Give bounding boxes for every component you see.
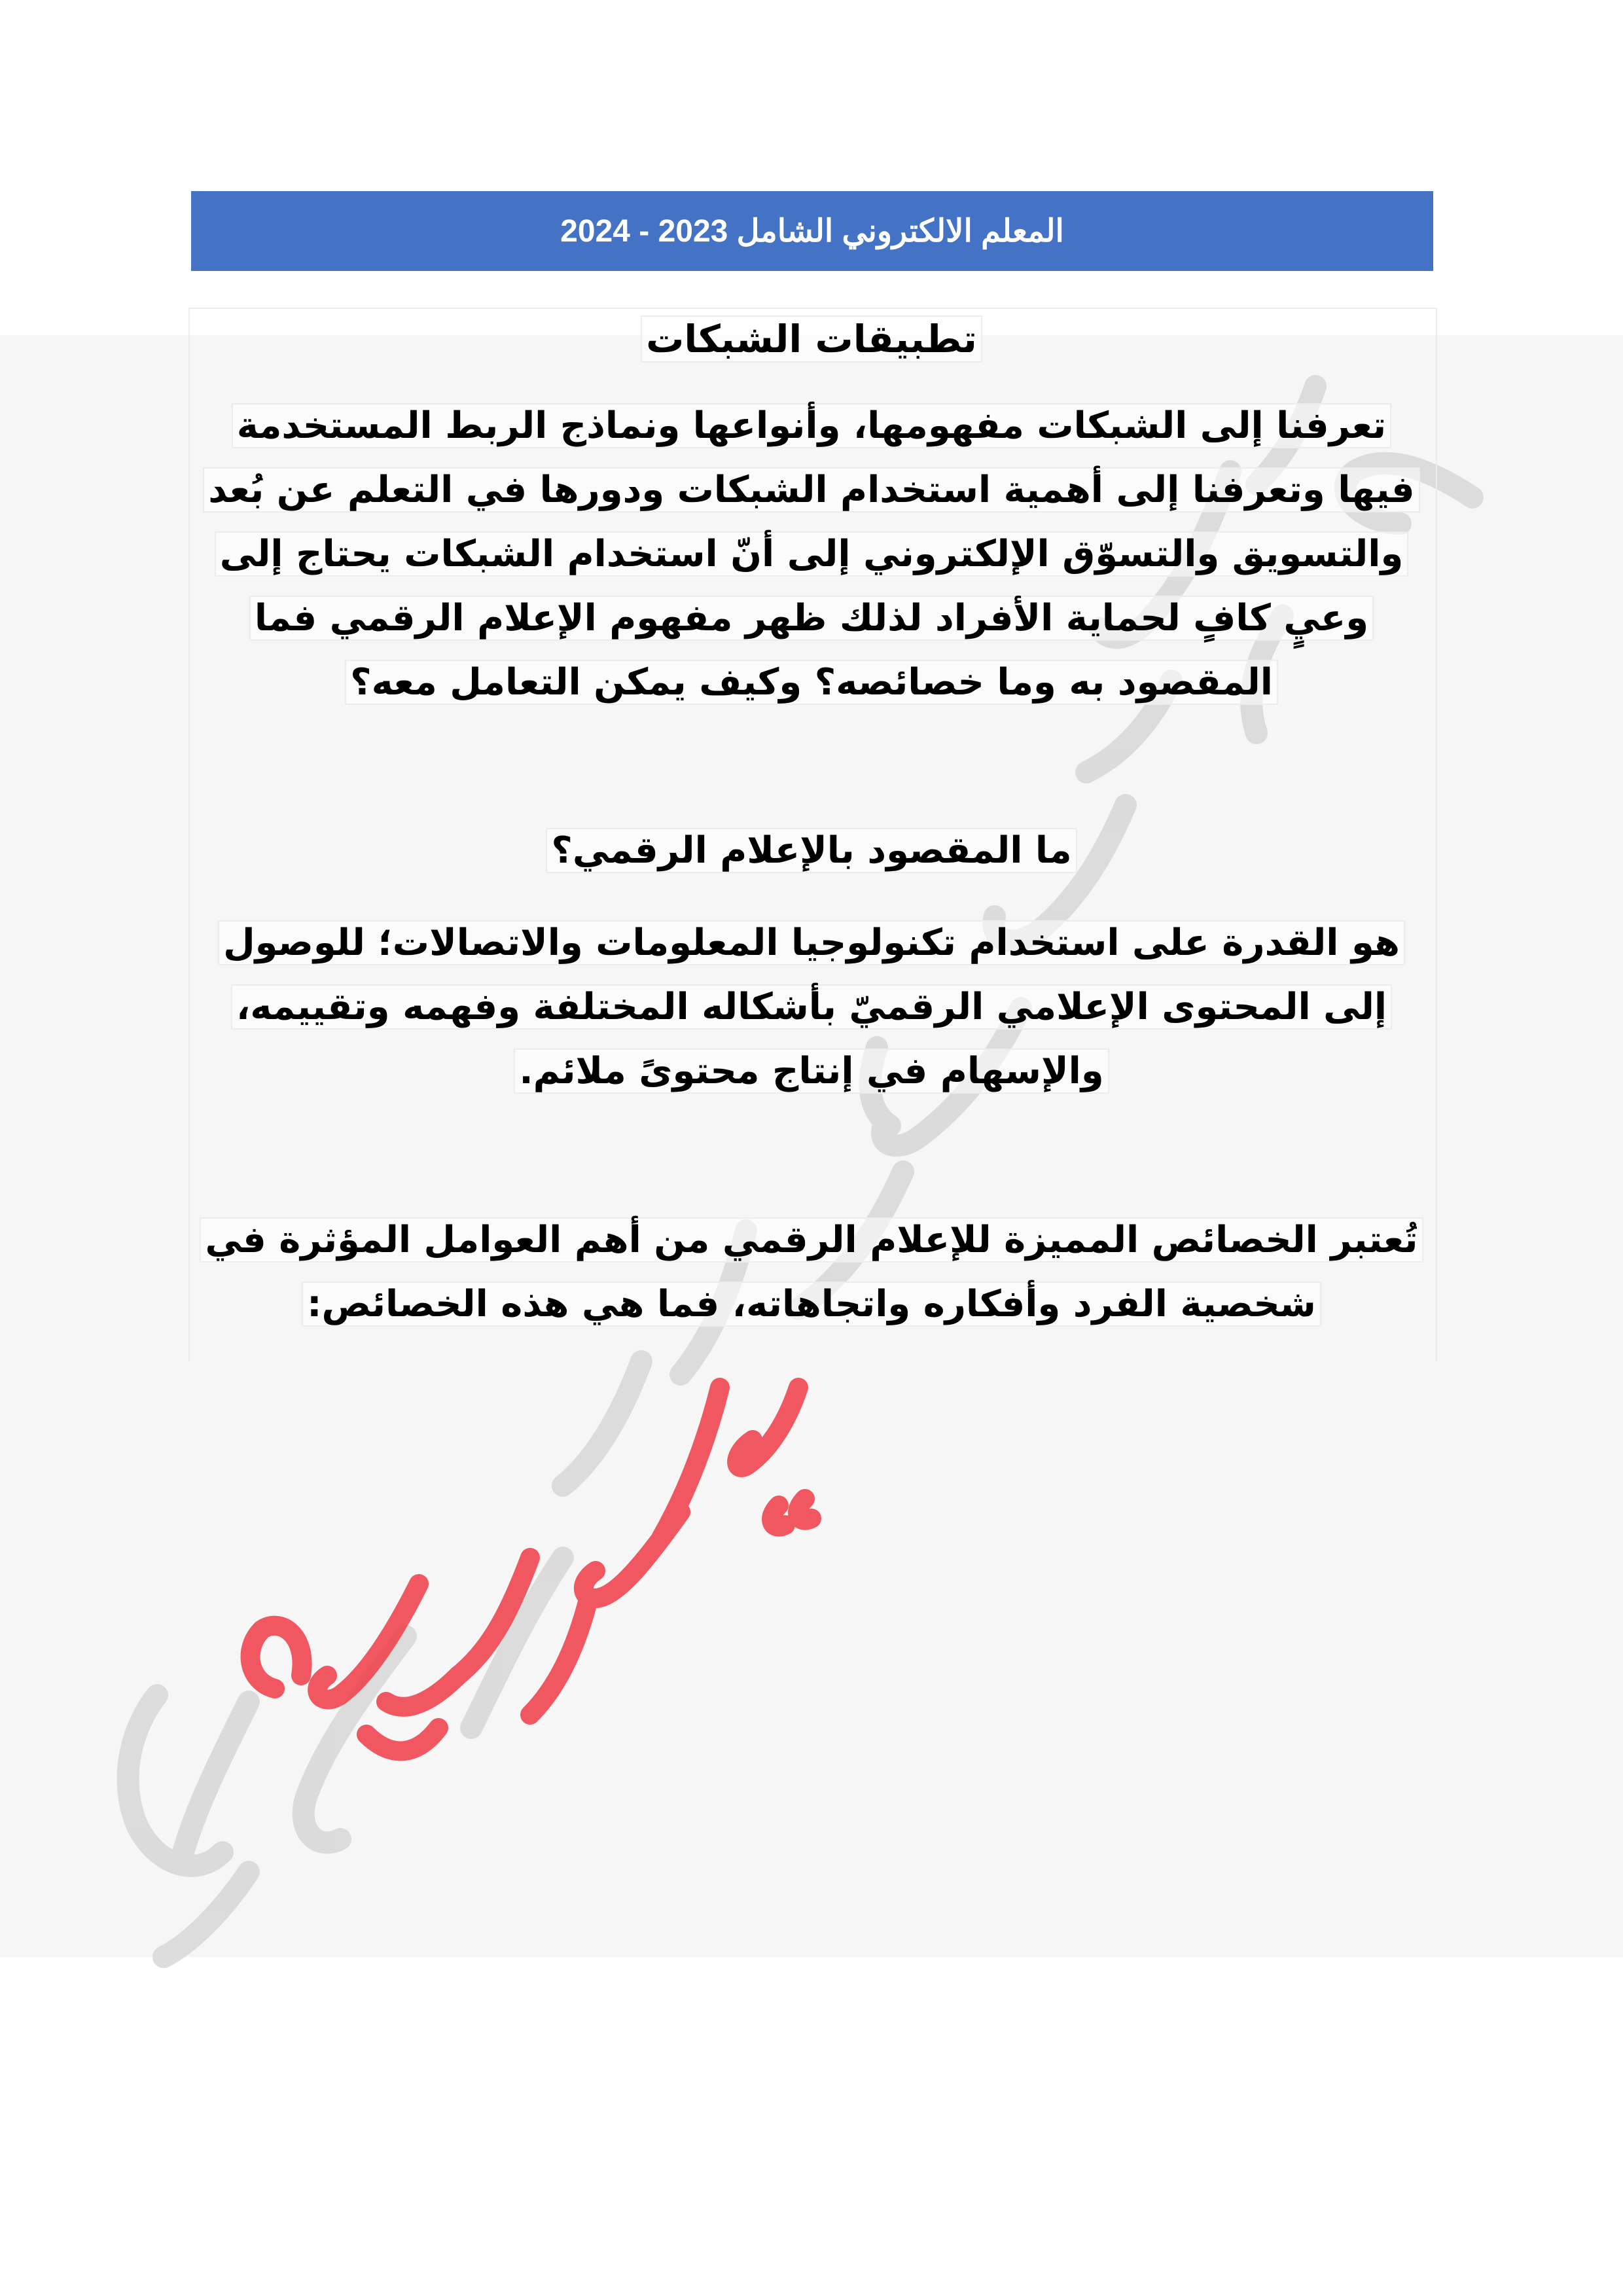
section-title-text: تطبيقات الشبكات	[642, 317, 981, 361]
features-paragraph-text: تُعتبر الخصائص المميزة للإعلام الرقمي من أهم العوامل المؤثرة في شخصية الفرد وأفكاره واتجاهاته، فما هي هذه الخصائص:	[201, 1219, 1421, 1325]
features-paragraph	[196, 1208, 1427, 1336]
header-banner	[191, 191, 1433, 271]
question-heading	[196, 823, 1427, 878]
definition-paragraph	[196, 911, 1427, 1103]
intro-paragraph-text: تعرفنا إلى الشبكات مفهومها، وأنواعها ونماذج الربط المستخدمة فيها وتعرفنا إلى أهمية استخدام الشبكات ودورها في التعلم عن بُعد والتسويق والتسوّق الإلكتروني إلى أنّ استخدام الشبكات يحتاج إلى وعيٍ كافٍ لحماية الأفراد لذلك ظهر مفهوم الإعلام الرقمي فما المقصود به وما خصائصه؟ وكيف يمكن التعامل معه؟	[204, 404, 1418, 704]
section-title	[196, 313, 1427, 365]
header-title: المعلم الالكتروني الشامل 2023 - 2024	[560, 214, 1064, 249]
intro-paragraph	[196, 394, 1427, 715]
definition-paragraph-text: هو القدرة على استخدام تكنولوجيا المعلومات والاتصالات؛ للوصول إلى المحتوى الإعلامي الرقميّ بأشكاله المختلفة وفهمه وتقييمه، والإسهام في إنتاج محتوىً ملائم.	[219, 922, 1404, 1092]
question-heading-text: ما المقصود بالإعلام الرقمي؟	[547, 829, 1075, 872]
